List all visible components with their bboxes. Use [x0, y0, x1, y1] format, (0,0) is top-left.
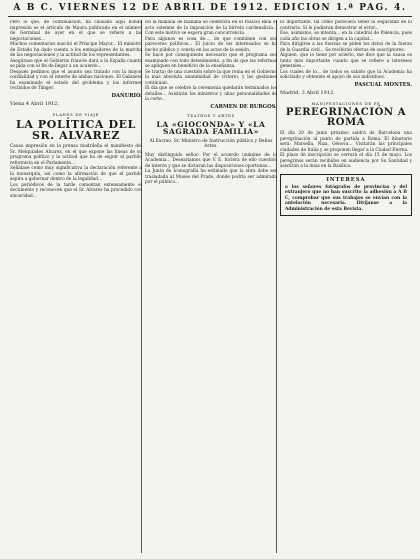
header-rule [8, 16, 412, 17]
paragraph: Ese, asimismo, se intenta... en la catedral de Palencia, pues cada año las obras se dirigen a la capital... [280, 31, 412, 42]
paragraph: El plazo de inscripción se cerrará el día 15 de mayo. Los peregrinos serán recibidos en audiencia por Su Santidad y asistirán a la misa en la Basílica. [280, 153, 412, 169]
paragraph: Se tra(ta) de una cuestión sobre la que reina en el Gobierno la más absoluta unanimidad de criterio, y las gestiones continúan. [145, 69, 277, 86]
paragraph: Se hace por consiguiente necesario que el programa sea examinado con todo detenimiento, a fin de que las reformas se apliquen en beneficio de la enseñanza. [145, 53, 277, 69]
byline: CARMEN DE BURGOS. [210, 103, 277, 110]
article-title: LA «GIOCONDA» Y «LA SAGRADA FAMILIA» [156, 119, 266, 136]
paragraph: Asegúrase que el Gobierno francés dará a la España cuanto se pida con el fin de llegar a un acuerdo... [10, 58, 142, 69]
paragraph: Alguien, que lo tiene por acierto, me dice que la causa es tanto más importante cuanto que se refiere a intereses generales... [280, 53, 412, 69]
paragraph: Los periódicos de la tarde comentan extensamente el documento y reconocen que el Sr. Alvarez ha procedido con sinceridad... [10, 182, 142, 199]
paragraph: Para dirigirse a las fuerzas se piden los datos de la fuerza de la Guardia civil... Se recibirán ofertas de suscriptores. [280, 42, 412, 53]
paragraph: Muchos comentarios suscitó el Príncipe Mayor... El ministro de Estado ha dado cuenta a los embajadores de la marcha de las negociaciones y la actitud de los representantes. [10, 42, 142, 58]
paragraph: La Junta de Iconografía ha estimado que la obra debe ser trasladada al Museo del Prado, donde podría ser admirada por el público... [145, 169, 277, 185]
dateline: Madrid, 3 Abril 1912. [280, 90, 335, 96]
paragraph: Causa impresión en la prensa madrileña el manifiesto del Sr. Melquíades Alvarez, en el que expone las líneas de su programa político y la actitud que ha de seguir el partido reformista en el Parlamento... [10, 144, 142, 166]
article-subhead: Al Excmo. Sr. Ministro de Instrucción pública y Bellas Artes. [149, 138, 273, 149]
paragraph: Muy distinguido señor: Por el acuerdo unánime de la Academia... Desearíamos que V. E. hiciera de ello cuestión de interés y que se dictaran las disposiciones oportunas... [145, 152, 277, 169]
notice-box [280, 174, 412, 217]
article-title: LA POLÍTICA DEL SR. ALVAREZ [16, 118, 136, 142]
section-kicker: TEATROS Y ARTES [187, 113, 235, 118]
column-left [10, 20, 142, 553]
paragraph: Señálase como muy significativa la declaración referente a la monarquía, así como la afirmación de que el partido aspira a gobernar dentro de la legalidad... [10, 166, 142, 182]
paragraph: El día 20 de junio próximo saldrá de Barcelona una peregrinación al punto de partida a Roma. El itinerario será: Marsella, Niza, Génova... Visitarán las principales ciudades de Italia y se proponen llegar a la Ciudad Eterna. [280, 131, 412, 153]
column-right [280, 20, 412, 553]
byline: PASCUAL MONTES. [354, 81, 412, 88]
page-header: A B C. VIERNES 12 DE ABRIL DE 1912. EDICION 1.ª PAG. 4. [13, 3, 407, 13]
column-center [145, 20, 277, 553]
article-title: PEREGRINACIÓN A ROMA [285, 107, 407, 128]
notice-body: a los señores fotógrafos de provincias y del extranjero que no han suscrito la adhesión a A B C, comprobar que sus trabajos se envían con la antelación necesaria. Diríjanse a la Administración de esta Revista. [285, 185, 407, 212]
dateline: Viena 4 Abril 1912. [10, 101, 59, 107]
paragraph: Pero lo que, de continuación, ha causado aquí honda impresión es el artículo de Maura publicado en el número de Germinal de ayer en el que se refiere a las negociaciones... [10, 20, 142, 42]
section-kicker: PLANES DE VIAJE [52, 111, 100, 117]
paragraph: El día que se celebre la ceremonia quedarán terminados los detalles... Asistirán los ministros y altas personalidades de la corte... [145, 86, 277, 102]
paragraph: Los cuales de lo... de todos es sabido que la Academia ha solicitado y obtenido el apoyo de sus individuos. [280, 69, 412, 80]
paragraph: Para algunos es cosa de..., de que combinen con sus pareceres políticos... El juicio de los interesados se ha hecho público y consta en las actas de la sesión. [145, 36, 277, 53]
paragraph: El importante, tal como pareciera tener la seguridad de lo contrario. Si le pudieran demostrar el error... [280, 20, 412, 31]
byline: DANURIO. [111, 92, 142, 99]
paragraph: En la mañana de mañana se celebrará en el Palacio Real el acto solemne de la imposición de la birreta cardenalicia... Con este motivo se espera gran concurrencia. [145, 20, 277, 36]
notice-title: INTERESA [326, 176, 366, 183]
paragraph: Después pedimos que el asunto sea tratado con la mayor cordialidad y con el interés de ambas naciones. El Gabinete ha examinado el estado del problema y los informes recibidos de Tánger. [10, 69, 142, 91]
section-kicker: MANIFESTACIONES DE FE [311, 100, 381, 106]
